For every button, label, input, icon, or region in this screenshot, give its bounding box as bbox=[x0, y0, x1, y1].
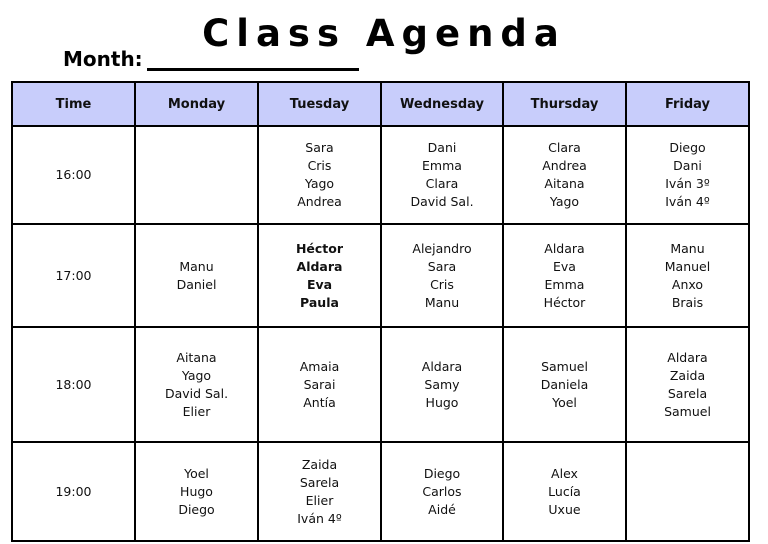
tuesday-cell bbox=[258, 327, 381, 442]
tuesday-cell bbox=[258, 126, 381, 224]
student-name: Manu bbox=[424, 294, 460, 310]
student-name: Hugo bbox=[180, 483, 213, 499]
student-name: Carlos bbox=[422, 483, 462, 499]
monday-cell bbox=[135, 224, 258, 327]
student-name: Aldara bbox=[421, 358, 463, 374]
student-name: Dani bbox=[427, 140, 457, 155]
student-name: Diego bbox=[669, 140, 706, 155]
student-name: Samy bbox=[424, 376, 460, 392]
student-name: Iván 3º bbox=[665, 176, 710, 191]
student-name: Andrea bbox=[542, 158, 587, 173]
student-name: Daniel bbox=[176, 276, 217, 292]
student-name: Yago bbox=[549, 194, 580, 209]
monday-cell bbox=[135, 442, 258, 541]
student-name: Uxue bbox=[548, 501, 581, 517]
friday-cell bbox=[626, 442, 749, 541]
wednesday-cell bbox=[381, 442, 503, 541]
tuesday-cell bbox=[258, 224, 381, 327]
student-name: Andrea bbox=[297, 194, 342, 209]
student-name: Clara bbox=[425, 176, 459, 191]
friday-cell bbox=[626, 327, 749, 442]
student-name: Diego bbox=[178, 501, 215, 517]
student-name: Clara bbox=[548, 140, 581, 155]
column-header-time: Time bbox=[12, 82, 135, 126]
table-row bbox=[12, 442, 749, 541]
student-name: Manu bbox=[670, 240, 705, 256]
table-row bbox=[12, 224, 749, 327]
student-name: Antía bbox=[303, 394, 336, 410]
thursday-cell bbox=[503, 442, 626, 541]
student-name: David Sal. bbox=[164, 385, 229, 401]
student-name: Emma bbox=[544, 276, 585, 292]
student-name: Alejandro bbox=[412, 240, 472, 256]
month-label: Month: bbox=[63, 47, 143, 71]
column-header-wednesday: Wednesday bbox=[381, 82, 503, 126]
time-cell: 18:00 bbox=[12, 327, 135, 442]
column-header-thursday: Thursday bbox=[503, 82, 626, 126]
student-name: Brais bbox=[671, 294, 704, 310]
wednesday-cell bbox=[381, 327, 503, 442]
student-name: Eva bbox=[553, 258, 576, 274]
student-name: Zaida bbox=[301, 456, 338, 472]
student-name: Cris bbox=[430, 276, 454, 292]
student-name: David Sal. bbox=[410, 194, 474, 209]
tuesday-cell bbox=[258, 442, 381, 541]
column-header-friday: Friday bbox=[626, 82, 749, 126]
agenda-table bbox=[11, 81, 750, 542]
student-name: Sara bbox=[305, 140, 334, 155]
student-name: Yoel bbox=[184, 465, 209, 481]
monday-cell bbox=[135, 327, 258, 442]
thursday-cell bbox=[503, 126, 626, 224]
student-name: Sarela bbox=[299, 474, 340, 490]
student-name: Iván 4º bbox=[297, 510, 342, 526]
student-name: Elier bbox=[182, 403, 211, 419]
thursday-cell bbox=[503, 224, 626, 327]
friday-cell bbox=[626, 224, 749, 327]
table-row bbox=[12, 327, 749, 442]
student-name: Cris bbox=[307, 158, 332, 173]
student-name: Aidé bbox=[428, 501, 456, 517]
column-header-monday: Monday bbox=[135, 82, 258, 126]
student-name: Yago bbox=[304, 176, 335, 191]
month-blank-line bbox=[147, 68, 359, 71]
student-name: Zaida bbox=[669, 367, 706, 383]
student-name: Alex bbox=[551, 465, 578, 481]
student-name: Elier bbox=[305, 492, 334, 508]
student-name: Daniela bbox=[540, 376, 589, 392]
page-title: Class Agenda bbox=[202, 12, 566, 55]
column-header-tuesday: Tuesday bbox=[258, 82, 381, 126]
student-name: Samuel bbox=[541, 358, 588, 374]
header-row bbox=[12, 82, 749, 126]
student-name: Anxo bbox=[671, 276, 704, 292]
student-name: Aldara bbox=[667, 349, 708, 365]
student-name: Samuel bbox=[664, 403, 711, 419]
time-cell: 19:00 bbox=[12, 442, 135, 541]
time-cell: 16:00 bbox=[12, 126, 135, 224]
student-name: Aitana bbox=[176, 349, 217, 365]
friday-cell bbox=[626, 126, 749, 224]
table-row bbox=[12, 126, 749, 224]
student-name: Iván 4º bbox=[665, 194, 710, 209]
student-name: Aldara bbox=[544, 240, 585, 256]
month-field bbox=[63, 46, 359, 72]
student-name: Hugo bbox=[425, 394, 459, 410]
student-name: Sara bbox=[427, 258, 457, 274]
student-name: Aitana bbox=[544, 176, 585, 191]
student-name: Emma bbox=[422, 158, 462, 173]
student-name: Héctor bbox=[295, 240, 344, 256]
thursday-cell bbox=[503, 327, 626, 442]
student-name: Sarela bbox=[667, 385, 708, 401]
student-name: Manuel bbox=[664, 258, 711, 274]
monday-cell bbox=[135, 126, 258, 224]
student-name: Aldara bbox=[296, 258, 343, 274]
student-name: Diego bbox=[423, 465, 461, 481]
wednesday-cell bbox=[381, 224, 503, 327]
student-name: Yago bbox=[181, 367, 212, 383]
student-name: Amaia bbox=[299, 358, 340, 374]
student-name: Dani bbox=[673, 158, 702, 173]
student-name: Héctor bbox=[543, 294, 586, 310]
student-name: Eva bbox=[306, 276, 333, 292]
student-name: Lucía bbox=[548, 483, 581, 499]
wednesday-cell bbox=[381, 126, 503, 224]
time-cell: 17:00 bbox=[12, 224, 135, 327]
student-name: Manu bbox=[179, 258, 214, 274]
student-name: Paula bbox=[300, 294, 339, 310]
student-name: Yoel bbox=[552, 394, 577, 410]
student-name: Sarai bbox=[303, 376, 336, 392]
